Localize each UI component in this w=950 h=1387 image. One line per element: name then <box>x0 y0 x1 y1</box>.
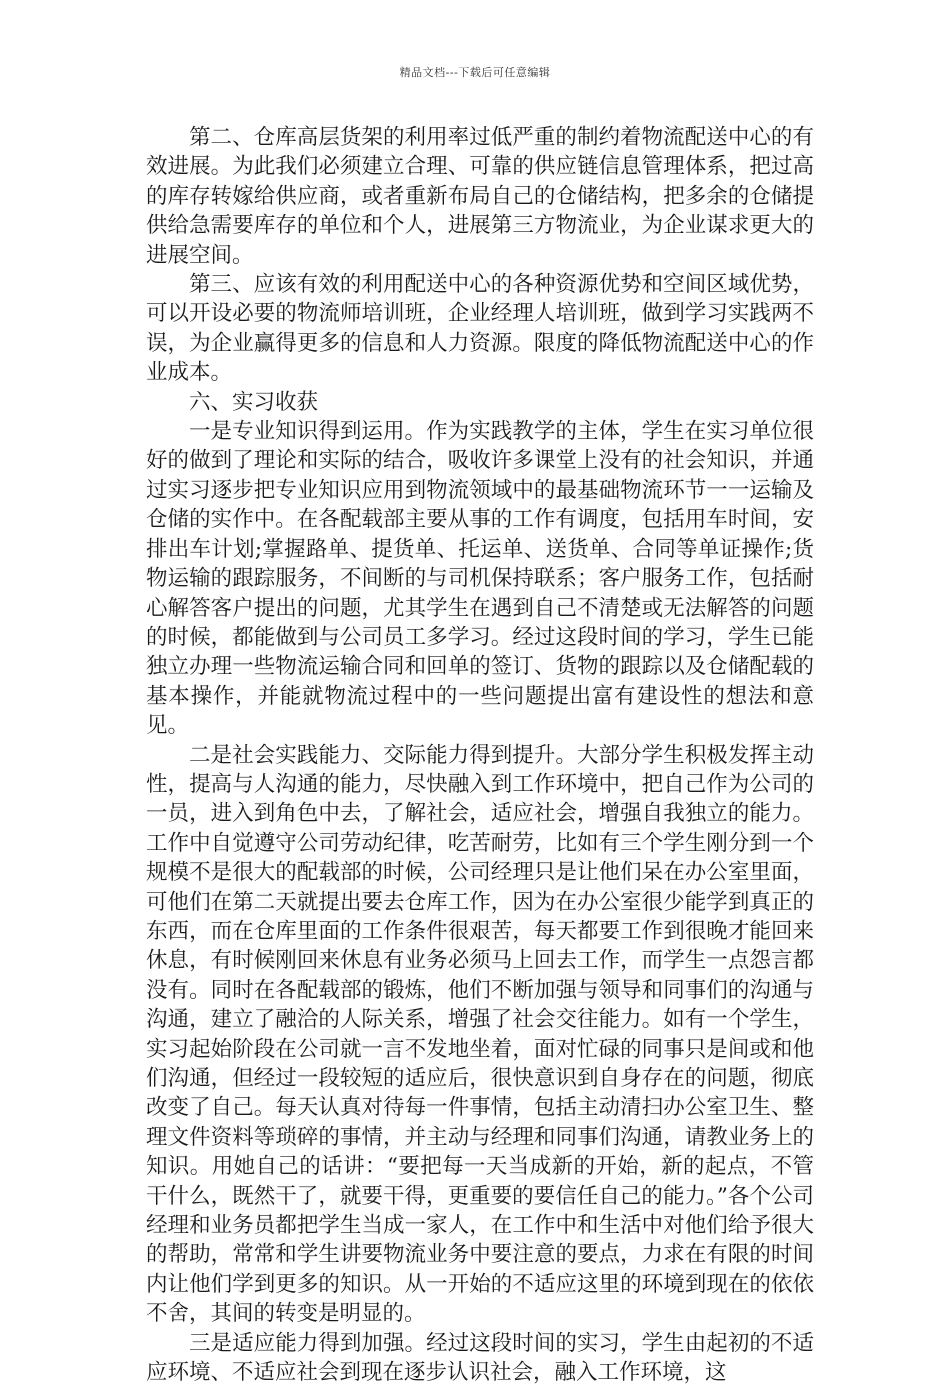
paragraph-adaptability: 三是适应能力得到加强。经过这段时间的实习，学生由起初的不适应环境、不适应社会到现在逐步认识社会，融入工作环境，这 <box>146 1330 814 1386</box>
paragraph-professional-knowledge: 一是专业知识得到运用。作为实践教学的主体，学生在实习单位很好的做到了理论和实际的结合，吸收许多课堂上没有的社会知识，并通过实习逐步把专业知识应用到物流领域中的最基础物流环节一一运输及仓储的实作中。在各配载部主要从事的工作有调度，包括用车时间，安排出车计划;掌握路单、提货单、托运单、送货单、合同等单证操作;货物运输的跟踪服务，不间断的与司机保持联系；客户服务工作，包括耐心解答客户提出的问题，尤其学生在遇到自己不清楚或无法解答的问题的时候，都能做到与公司员工多学习。经过这段时间的学习，学生已能独立办理一些物流运输合同和回单的签订、货物的跟踪以及仓储配载的基本操作，并能就物流过程中的一些问题提出富有建设性的想法和意见。 <box>146 419 814 739</box>
page-header: 精品文档---下载后可任意编辑 <box>399 66 551 79</box>
section-heading-internship-gains: 六、实习收获 <box>189 389 319 415</box>
paragraph-warehouse-shelf: 第二、仓库高层货架的利用率过低严重的制约着物流配送中心的有效进展。为此我们必须建立合理、可靠的供应链信息管理体系，把过高的库存转嫁给供应商，或者重新布局自己的仓储结构，把多余的仓储提供给急需要库存的单位和个人，进展第三方物流业，为企业谋求更大的进展空间。 <box>146 125 814 268</box>
document-body <box>146 123 814 1387</box>
paragraph-social-practice: 二是社会实践能力、交际能力得到提升。大部分学生积极发挥主动性，提高与人沟通的能力，尽快融入到工作环境中，把自己作为公司的一员，进入到角色中去，了解社会，适应社会，增强自我独立的能力。工作中自觉遵守公司劳动纪律，吃苦耐劳，比如有三个学生刚分到一个规模不是很大的配载部的时候，公司经理只是让他们呆在办公室里面，可他们在第二天就提出要去仓库工作，因为在办公室很少能学到真正的东西，而在仓库里面的工作条件很艰苦，每天都要工作到很晚才能回来休息，有时候刚回来休息有业务必须马上回去工作，而学生一点怨言都没有。同时在各配载部的锻炼，他们不断加强与领导和同事们的沟通与沟通，建立了融洽的人际关系，增强了社会交往能力。如有一个学生，实习起始阶段在公司就一言不发地坐着，面对忙碌的同事只是间或和他们沟通，但经过一段较短的适应后，很快意识到自身存在的问题，彻底改变了自己。每天认真对待每一件事情，包括主动清扫办公室卫生、整理文件资料等琐碎的事情，并主动与经理和同事们沟通，请教业务上的知识。用她自己的话讲：“要把每一天当成新的开始，新的起点，不管干什么，既然干了，就要干得，更重要的要信任自己的能力。”各个公司经理和业务员都把学生当成一家人，在工作中和生活中对他们给予很大的帮助，常常和学生讲要物流业务中要注意的要点，力求在有限的时间内让他们学到更多的知识。从一开始的不适应这里的环境到现在的依依不舍，其间的转变是明显的。 <box>146 742 814 1327</box>
paragraph-resource-advantage: 第三、应该有效的利用配送中心的各种资源优势和空间区域优势，可以开设必要的物流师培训班，企业经理人培训班，做到学习实践两不误，为企业赢得更多的信息和人力资源。限度的降低物流配送中心的作业成本。 <box>146 272 814 386</box>
